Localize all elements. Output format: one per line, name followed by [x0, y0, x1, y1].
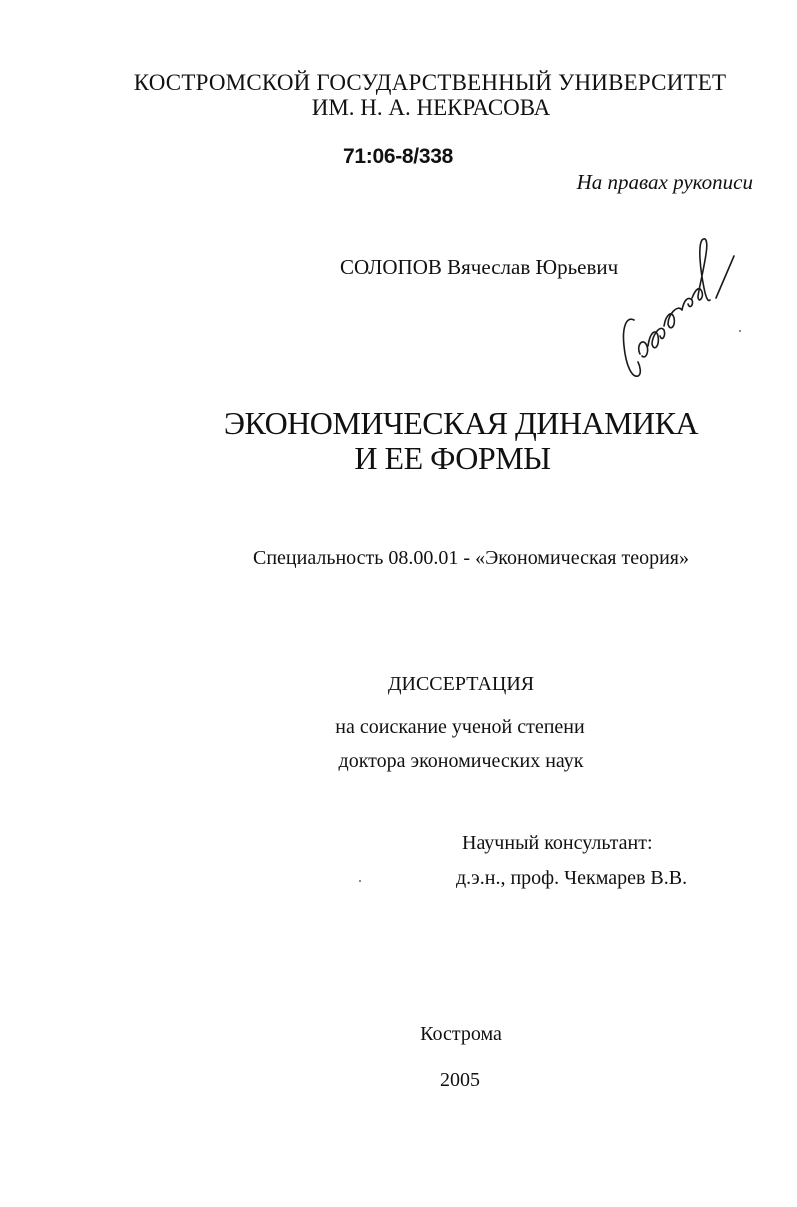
city: Кострома: [420, 1023, 502, 1045]
degree-line1: на соискание ученой степени: [335, 716, 585, 738]
document-type: ДИССЕРТАЦИЯ: [387, 673, 535, 695]
advisor-label: Научный консультант:: [462, 832, 653, 854]
scan-speck: [359, 880, 361, 882]
scan-speck: [739, 330, 741, 332]
degree-line2: доктора экономических наук: [338, 750, 584, 772]
dissertation-title-line1: ЭКОНОМИЧЕСКАЯ ДИНАМИКА: [223, 405, 699, 441]
university-name-line1: КОСТРОМСКОЙ ГОСУДАРСТВЕННЫЙ УНИВЕРСИТЕТ: [133, 70, 727, 95]
catalog-code: 71:06-8/338: [343, 145, 453, 168]
year: 2005: [440, 1069, 480, 1091]
author-signature: [612, 228, 742, 388]
manuscript-rights-note: На правах рукописи: [576, 170, 753, 194]
specialty-line: Специальность 08.00.01 - «Экономическая теория»: [253, 547, 689, 569]
university-name-line2: ИМ. Н. А. НЕКРАСОВА: [311, 95, 551, 120]
dissertation-title-line2: И ЕЕ ФОРМЫ: [354, 440, 551, 476]
advisor-name: д.э.н., проф. Чекмарев В.В.: [456, 867, 688, 889]
author-name: СОЛОПОВ Вячеслав Юрьевич: [340, 255, 619, 279]
